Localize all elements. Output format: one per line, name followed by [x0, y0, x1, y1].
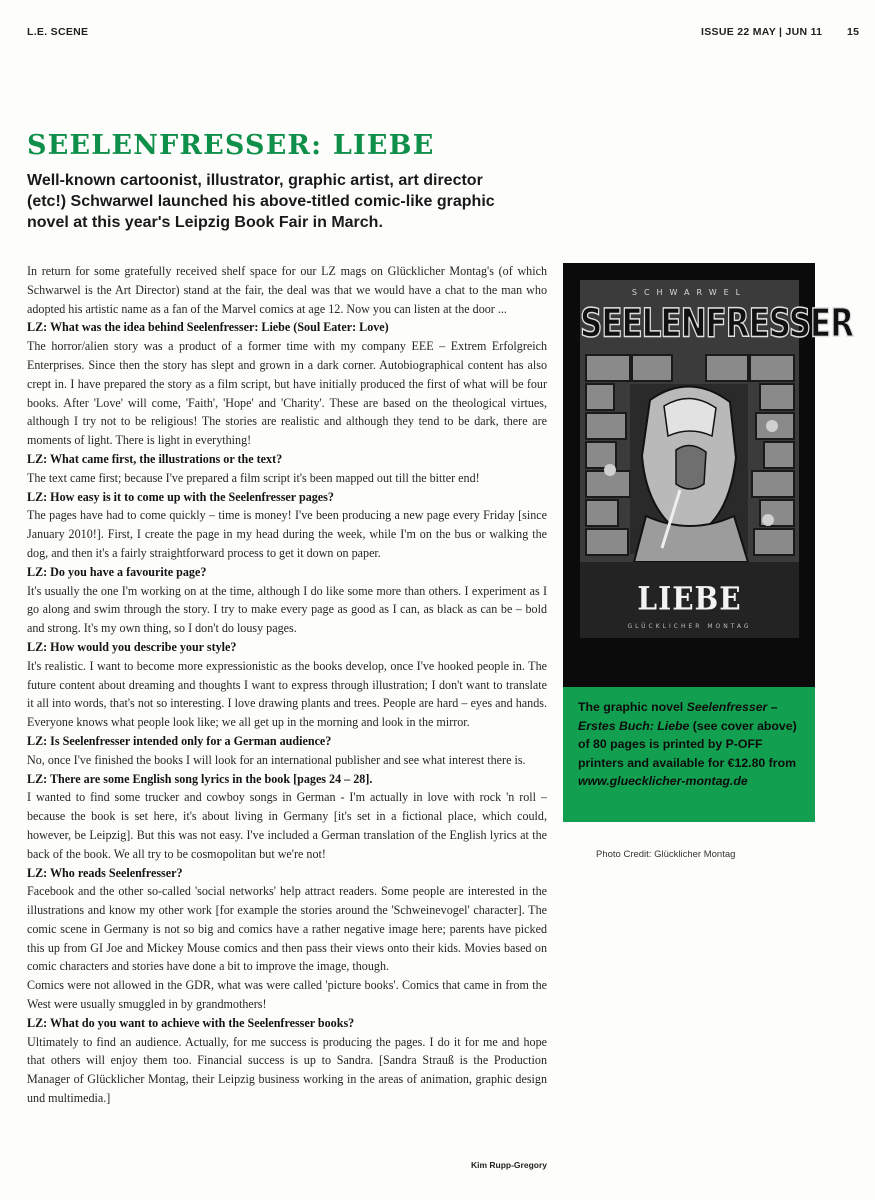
- interview-paragraph: Comics were not allowed in the GDR, what was were called 'picture books'. Comics that came in from the West were usually smuggled in by grandmothers!: [27, 978, 547, 1012]
- article-subtitle: Well-known cartoonist, illustrator, graphic artist, art director (etc!) Schwarwel launched his above-titled comic-like graphic novel at this year's Leipzig Book Fair in March.: [27, 172, 495, 231]
- interview-question: LZ: How would you describe your style?: [27, 639, 237, 654]
- interview-question: LZ: Is Seelenfresser intended only for a German audience?: [27, 733, 332, 748]
- interview-question: LZ: What came first, the illustrations or the text?: [27, 451, 283, 466]
- section-label: L.E. SCENE: [27, 26, 89, 38]
- interview-paragraph: Ultimately to find an audience. Actually, for me success is producing the pages. I do it for me and hope that others will enjoy them too. Financial success is up to Sandra. [Sandra Strauß is the Production Manager of Glücklicher Montag, their Leipzig business working in the areas of animation, graphic design und multimedia.]: [27, 1034, 547, 1106]
- interview-paragraph: In return for some gratefully received shelf space for our LZ mags on Glücklicher Montag's (of which Schwarwel is the Art Director) stand at the fair, the deal was that we would have a chat to the man who adopted his artistic name as a fan of the Marvel comics at age 12. Now you can listen at the door ...: [27, 264, 547, 316]
- book-sidebar: [563, 263, 854, 822]
- issue-label: ISSUE 22 MAY | JUN 11: [701, 26, 823, 38]
- cover-series-title: SEELENFRESSER: [580, 301, 854, 347]
- caption-url: www.gluecklicher-montag.de: [578, 774, 748, 788]
- book-cover: [580, 280, 854, 638]
- article-title: SEELENFRESSER: LIEBE: [27, 130, 435, 161]
- interview-question: LZ: What was the idea behind Seelenfresser: Liebe (Soul Eater: Love): [27, 320, 389, 335]
- book-caption: [563, 687, 815, 822]
- cover-publisher: GLÜCKLICHER MONTAG: [627, 623, 752, 630]
- interview-paragraph: I wanted to find some trucker and cowboy songs in German - I'm actually in love with rock 'n roll – because the book is set here, it's about living in Germany [it's set in a fictional place, which could, however, be Leipzig]. But this was not easy. I've included a German translation of the English lyrics at the back of the book. We all try to be cosmopolitan but we're not!: [27, 790, 547, 861]
- interview-question: LZ: Who reads Seelenfresser?: [27, 865, 183, 880]
- interview-paragraph: It's usually the one I'm working on at the time, although I do like some more than others. I experiment as I go along and swim through the story. I try to make every page as good as I can, as black as can be – bold and strong. It's my own thing, so I don't do lousy pages.: [27, 583, 547, 636]
- interview-paragraph: It's realistic. I want to become more expressionistic as the books develop, once I've hooked people in. The future content about dreaming and thoughts I want to express through illustration; I don't want to translate it all into words, that's not so interesting. I love drawing plants and trees. People are hard – eyes and hands. Everyone knows what people look like; we all get up in the morning and look in the mirror.: [27, 658, 547, 730]
- interview-question: LZ: Do you have a favourite page?: [27, 564, 207, 579]
- interview-question: LZ: What do you want to achieve with the Seelenfresser books?: [27, 1015, 355, 1030]
- article-body: [27, 262, 547, 1108]
- interview-paragraph: Facebook and the other so-called 'social networks' help attract readers. Some people are interested in the illustrations and know my other work [for example the stories around the 'Schweinevogel' character]. The comic scene in Germany is not so big and comics have a rather negative image here; parents have picked this up from GI Joe and Mickey Mouse comics and then pass their views onto their kids. Movies based on comic characters and stories have done a bit to improve the image, though.: [27, 884, 547, 974]
- caption-lead: The graphic novel: [578, 700, 687, 714]
- caption-book-title: Seelenfresser – Erstes Buch: Liebe: [578, 700, 778, 733]
- interview-question: LZ: How easy is it to come up with the Seelenfresser pages?: [27, 489, 334, 504]
- interview-paragraph: No, once I've finished the books I will look for an international publisher and see what interest there is.: [27, 752, 526, 767]
- interview-paragraph: The pages have had to come quickly – time is money! I've been producing a new page every Friday [since January 2010!]. First, I create the page in my head during the week, while I'm on the bus or walking the dog, and then it's a fairly straightforward process to get it down on paper.: [27, 508, 547, 560]
- page-number: 15: [847, 26, 860, 38]
- interview-paragraph: The horror/alien story was a product of a former time with my company EEE – Extrem Erfolgreich Enterprises. Since then the story has slept and grown in a dark corner. Autobiographical content has also crept in. I have prepared the story as a film script, but have initially produced the first of what will be four books. After 'Love' will come, 'Faith', 'Hope' and 'Charity'. These are based on the theological virtues, although I try not to be religious! The stories are realistic and although they tend to be dark, there are moments of light. There is light in everything!: [27, 339, 547, 448]
- interview-question: LZ: There are some English song lyrics in the book [pages 24 – 28].: [27, 771, 373, 786]
- cover-volume-title: LIEBE: [637, 579, 742, 618]
- cover-author: SCHWARWEL: [631, 288, 748, 297]
- photo-credit: Photo Credit: Glücklicher Montag: [596, 849, 736, 860]
- interview-paragraph: The text came first; because I've prepared a film script it's been mapped out till the bitter end!: [27, 470, 480, 485]
- byline: Kim Rupp-Gregory: [470, 1160, 547, 1170]
- caption-details: (see cover above) of 80 pages is printed by P-OFF printers and available for €12.80 from: [578, 718, 797, 770]
